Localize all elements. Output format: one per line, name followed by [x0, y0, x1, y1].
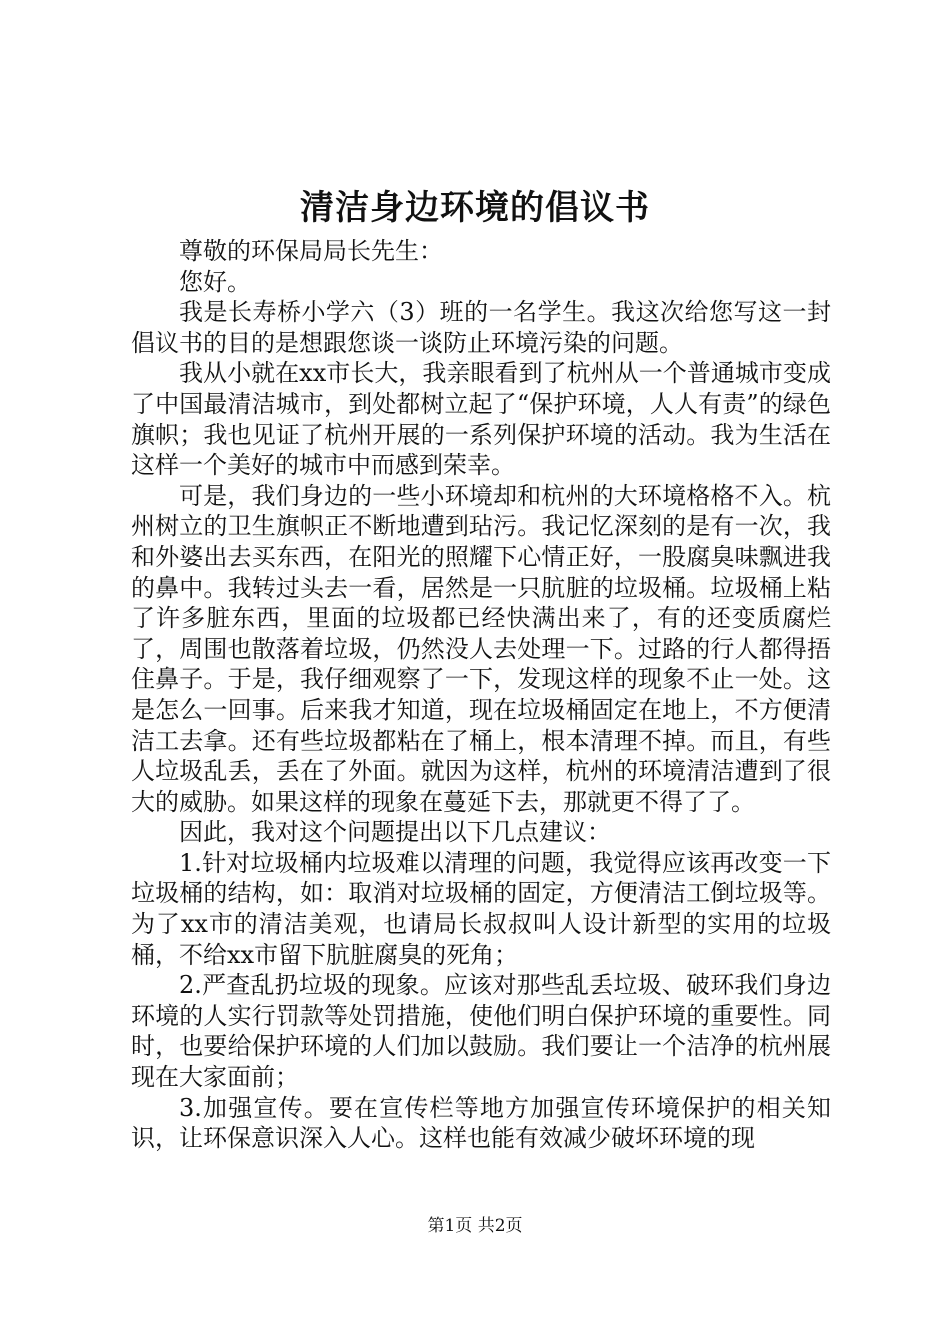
paragraph-intro: 我是长寿桥小学六（3）班的一名学生。我这次给您写这一封倡议书的目的是想跟您谈一谈防止环境污染的问题。	[131, 298, 831, 357]
paragraph-suggestions-lead: 因此，我对这个问题提出以下几点建议：	[179, 818, 611, 847]
suggestion-3: 3.加强宣传。要在宣传栏等地方加强宣传环境保护的相关知识，让环保意识深入人心。这样也能有效减少破坏环境的现	[131, 1093, 831, 1153]
page-indicator: 第1页 共2页	[427, 1216, 523, 1236]
document-body	[131, 236, 831, 1154]
salutation: 尊敬的环保局局长先生：	[179, 237, 443, 265]
document-title: 清洁身边环境的倡议书	[300, 188, 650, 228]
suggestion-2: 2.严查乱扔垃圾的现象。应该对那些乱丢垃圾、破环我们身边环境的人实行罚款等处罚措施，使他们明白保护环境的重要性。同时，也要给保护环境的人们加以鼓励。我们要让一个洁净的杭州展现在大家面前；	[131, 971, 831, 1092]
paragraph-problem: 可是，我们身边的一些小环境却和杭州的大环境格格不入。杭州树立的卫生旗帜正不断地遭到玷污。我记忆深刻的是有一次，我和外婆出去买东西，在阳光的照耀下心情正好，一股腐臭味飘进我的鼻中。我转过头去一看，居然是一只肮脏的垃圾桶。垃圾桶上粘了许多脏东西，里面的垃圾都已经快满出来了，有的还变质腐烂了，周围也散落着垃圾，仍然没人去处理一下。过路的行人都得捂住鼻子。于是，我仔细观察了一下，发现这样的现象不止一处。这是怎么一回事。后来我才知道，现在垃圾桶固定在地上，不方便清洁工去拿。还有些垃圾都粘在了桶上，根本清理不掉。而且，有些人垃圾乱丢，丢在了外面。就因为这样，杭州的环境清洁遭到了很大的威胁。如果这样的现象在蔓延下去，那就更不得了了。	[131, 481, 831, 816]
suggestion-1: 1.针对垃圾桶内垃圾难以清理的问题，我觉得应该再改变一下垃圾桶的结构，如：取消对垃圾桶的固定，方便清洁工倒垃圾等。为了xx市的清洁美观，也请局长叔叔叫人设计新型的实用的垃圾桶，不给xx市留下肮脏腐臭的死角；	[131, 848, 831, 969]
paragraph-city: 我从小就在xx市长大，我亲眼看到了杭州从一个普通城市变成了中国最清洁城市，到处都树立起了“保护环境，人人有责”的绿色旗帜；我也见证了杭州开展的一系列保护环境的活动。我为生活在这样一个美好的城市中而感到荣幸。	[131, 359, 831, 480]
greeting: 您好。	[179, 267, 251, 296]
